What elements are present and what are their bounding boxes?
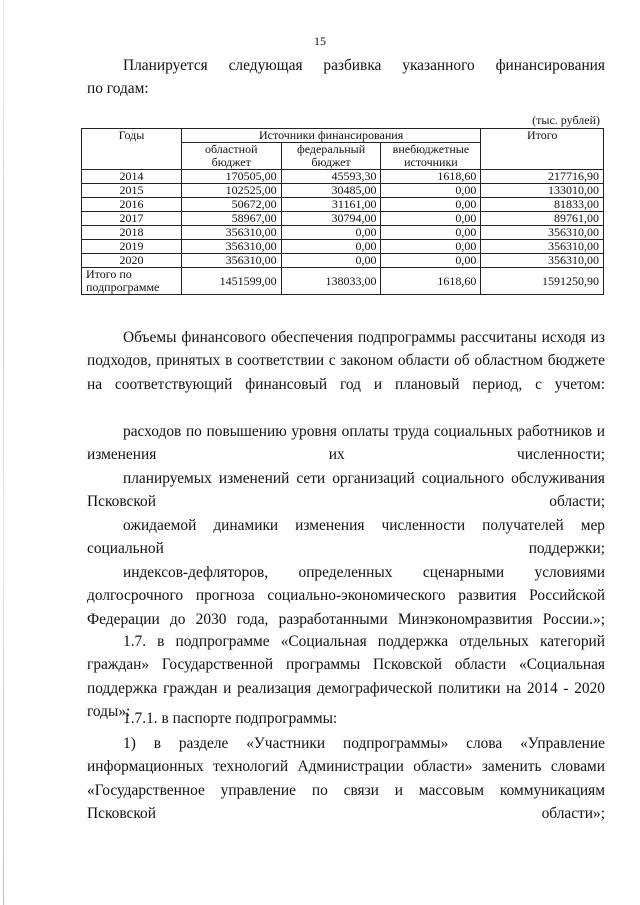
cell-year: 2020 xyxy=(82,254,182,268)
cell-total: 356310,00 xyxy=(481,226,604,240)
cell-federal: 0,00 xyxy=(281,226,381,240)
cell-total: 89761,00 xyxy=(481,212,604,226)
paragraph-1-7-1: 1.7.1. в паспорте подпрограммы: xyxy=(123,710,338,727)
cell-federal: 31161,00 xyxy=(281,198,381,212)
table-row xyxy=(82,254,604,268)
cell-offbudget: 0,00 xyxy=(381,212,481,226)
paragraph-deflators: индексов-дефляторов, определенных сценарными условиями долгосрочного прогноза социально-экономического развития Российской Федерации до 2030 года, разработанными Минэкономразвития России.»; xyxy=(87,564,605,628)
cell-offbudget: 0,00 xyxy=(381,240,481,254)
cell-regional: 170505,00 xyxy=(181,170,281,184)
cell-total: 356310,00 xyxy=(481,254,604,268)
cell-year: 2014 xyxy=(82,170,182,184)
table-row xyxy=(82,170,604,184)
intro-line-1: Планируется следующая разбивка указанного финансирования xyxy=(123,57,605,74)
cell-year: 2018 xyxy=(82,226,182,240)
table-row xyxy=(82,212,604,226)
cell-offbudget: 0,00 xyxy=(381,198,481,212)
cell-year: 2019 xyxy=(82,240,182,254)
cell-offbudget: 1618,60 xyxy=(381,170,481,184)
cell-federal-total: 138033,00 xyxy=(281,268,381,295)
cell-regional: 356310,00 xyxy=(181,226,281,240)
page-number: 15 xyxy=(314,34,326,48)
paragraph-participants: 1) в разделе «Участники подпрограммы» слова «Управление информационных технологий Администрации области» заменить словами «Государственное управление по связи и массовым коммуникациям Псковской области»; xyxy=(87,735,605,823)
table-total-row xyxy=(82,268,604,295)
cell-federal: 0,00 xyxy=(281,240,381,254)
cell-federal: 45593,30 xyxy=(281,170,381,184)
cell-regional: 356310,00 xyxy=(181,240,281,254)
table-row xyxy=(82,226,604,240)
header-offbudget: внебюджетные источники xyxy=(381,143,481,170)
cell-year: 2016 xyxy=(82,198,182,212)
table-row xyxy=(82,198,604,212)
table-row xyxy=(82,240,604,254)
cell-federal: 30485,00 xyxy=(281,184,381,198)
header-total: Итого xyxy=(481,129,604,170)
scan-edge xyxy=(3,0,4,905)
cell-federal: 0,00 xyxy=(281,254,381,268)
cell-federal: 30794,00 xyxy=(281,212,381,226)
cell-regional: 356310,00 xyxy=(181,254,281,268)
paragraph-network: планируемых изменений сети организаций социального обслуживания Псковской области; xyxy=(87,470,605,511)
cell-regional: 50672,00 xyxy=(181,198,281,212)
cell-year: 2017 xyxy=(82,212,182,226)
header-sources: Источники финансирования xyxy=(181,129,480,143)
cell-grand-total: 1591250,90 xyxy=(481,268,604,295)
financing-table xyxy=(81,128,604,295)
table-header-row xyxy=(82,129,604,143)
paragraph-funding-basis: Объемы финансового обеспечения подпрограммы рассчитаны исходя из подходов, принятых в соответствии с законом области об областном бюджете на соответствующий финансовый год и плановый период, с учетом: xyxy=(87,329,605,393)
paragraph-recipients: ожидаемой динамики изменения численности получателей мер социальной поддержки; xyxy=(87,517,605,558)
cell-total: 81833,00 xyxy=(481,198,604,212)
paragraph-1-7: 1.7. в подпрограмме «Социальная поддержка отдельных категорий граждан» Государственной программы Псковской области «Социальная поддержка граждан и реализация демографической политики на 2014 - 2020 годы»: xyxy=(87,633,605,721)
cell-year: 2015 xyxy=(82,184,182,198)
unit-label: (тыс. рублей) xyxy=(532,113,600,127)
cell-offbudget-total: 1618,60 xyxy=(381,268,481,295)
cell-offbudget: 0,00 xyxy=(381,184,481,198)
header-federal: федеральный бюджет xyxy=(281,143,381,170)
cell-total: 217716,90 xyxy=(481,170,604,184)
cell-total: 356310,00 xyxy=(481,240,604,254)
cell-total: 133010,00 xyxy=(481,184,604,198)
cell-offbudget: 0,00 xyxy=(381,254,481,268)
cell-regional: 102525,00 xyxy=(181,184,281,198)
cell-regional: 58967,00 xyxy=(181,212,281,226)
cell-regional-total: 1451599,00 xyxy=(181,268,281,295)
intro-line-2: по годам: xyxy=(87,80,149,97)
header-regional: областной бюджет xyxy=(181,143,281,170)
header-year: Годы xyxy=(82,129,182,170)
cell-offbudget: 0,00 xyxy=(381,226,481,240)
paragraph-wages: расходов по повышению уровня оплаты труда социальных работников и изменения их численности; xyxy=(87,423,605,464)
cell-total-label: Итого по подпрограмме xyxy=(82,268,182,295)
table-row xyxy=(82,184,604,198)
